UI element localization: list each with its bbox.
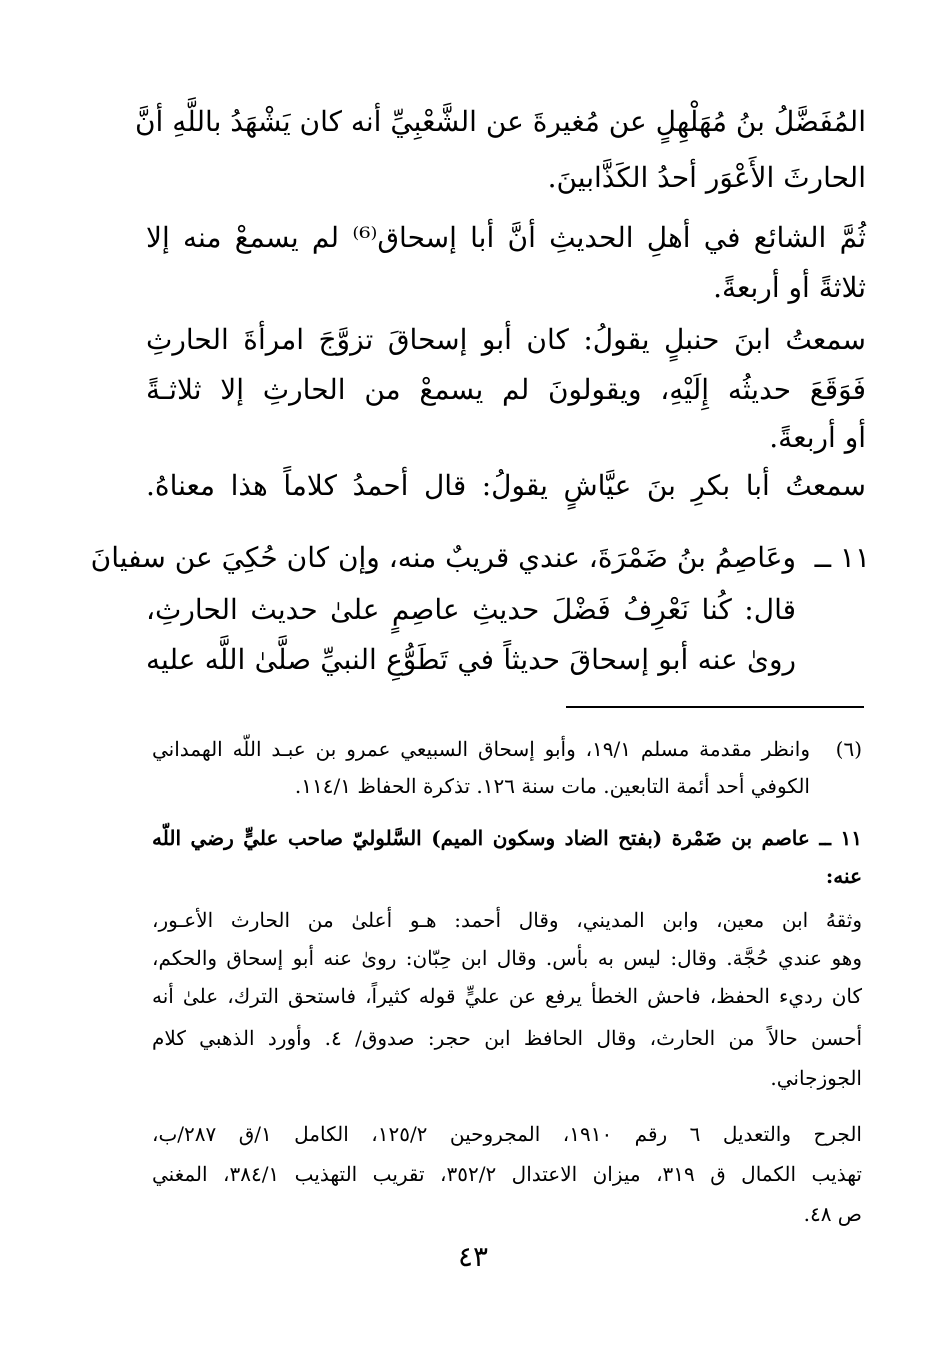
footnote-line: وهو عندي حُجَّة. وقال: ليس به بأس. وقال ابن حِبّان: روىٰ عنه أبو إسحاق والحكم، <box>152 946 862 970</box>
page-number: ٤٣ <box>457 1240 489 1273</box>
footnote-line: الجوزجاني. <box>770 1066 862 1090</box>
main-text-line: ثُمَّ الشائع في أهلِ الحديثِ أنَّ أبا إسحاق⁽⁶⁾ لم يسمعْ منه إلا <box>146 221 867 254</box>
footnote-line: وانظر مقدمة مسلم ١٩/١، وأبو إسحاق السبيعي عمرو بن عبـد اللّه الهمداني <box>152 737 811 761</box>
footnote-line: وثقهُ ابن معين، وابن المديني، وقال أحمد: هـو أعلىٰ من الحارث الأعـور، <box>152 908 862 932</box>
main-text-line: الحارثَ الأَعْوَر أحدُ الكَذَّابينَ. <box>547 161 866 194</box>
footnote-line: الجرح والتعديل ٦ رقم ١٩١٠، المجروحين ١٢٥/٢، الكامل ١/ق ٢٨٧/ب، <box>152 1122 862 1146</box>
main-text-line: قال: كُنا نَعْرِفُ فَضْلَ حديثِ عاصِمٍ علىٰ حديث الحارثِ، <box>146 593 796 626</box>
footnote-line: تهذيب الكمال ق ٣١٩، ميزان الاعتدال ٣٥٢/٢، تقريب التهذيب ٣٨٤/١، المغني <box>152 1162 862 1186</box>
footnote-label: (٦) <box>835 737 862 761</box>
main-text-line: سمعتُ أبا بكرِ بنَ عيَّاشٍ يقولُ: قال أحمدُ كلاماً هذا معناهُ. <box>146 469 866 502</box>
footnote-separator <box>566 706 864 708</box>
footnote-line: أحسن حالاً من الحارث، وقال الحافظ ابن حجر: صدوق/ ٤. وأورد الذهبي كلام <box>152 1026 863 1050</box>
main-text-line: روىٰ عنه أبو إسحاقَ حديثاً في تَطَوُّعِ النبيِّ صلَّىٰ اللَّه عليه <box>146 643 796 676</box>
footnote-line: الكوفي أحد أئمة التابعين. مات سنة ١٢٦. تذكرة الحفاظ ١١٤/١. <box>294 774 810 798</box>
main-text-line: سمعتُ ابنَ حنبلٍ يقولُ: كان أبو إسحاقَ تزوَّجَ امرأةَ الحارثِ <box>146 323 867 356</box>
entry-number: ١١ ــ <box>814 541 870 574</box>
main-text-line: المُفَضَّلُ بنُ مُهَلْهِلٍ عن مُغيرةَ عن الشَّعْبِيِّ أنه كان يَشْهَدُ باللَّهِ أنَّ <box>134 105 866 138</box>
main-text-line: أو أربعةً. <box>769 421 866 454</box>
footnote-heading: عنه: <box>825 864 862 888</box>
footnote-heading: ١١ ــ عاصم بن ضَمْرة (بفتح الضاد وسكون الميم) السَّلوليّ صاحب عليٍّ رضي اللّه <box>152 826 862 850</box>
main-text-line: فَوَقَعَ حديثُه إِلَيْهِ، ويقولونَ لم يسمعْ من الحارثِ إلا ثلاثـةً <box>146 373 867 406</box>
footnote-line: كان رديء الحفظ، فاحش الخطأ يرفع عن عليٍّ قوله كثيراً، فاستحق الترك، علىٰ أنه <box>152 984 862 1008</box>
main-text-line: ثلاثةً أو أربعةً. <box>713 271 866 304</box>
main-text-line: وعَاصِمُ بنُ ضَمْرَةَ، عندي قريبٌ منه، وإن كان حُكِيَ عن سفيانَ <box>90 541 796 574</box>
footnote-line: ص ٤٨. <box>803 1202 862 1226</box>
